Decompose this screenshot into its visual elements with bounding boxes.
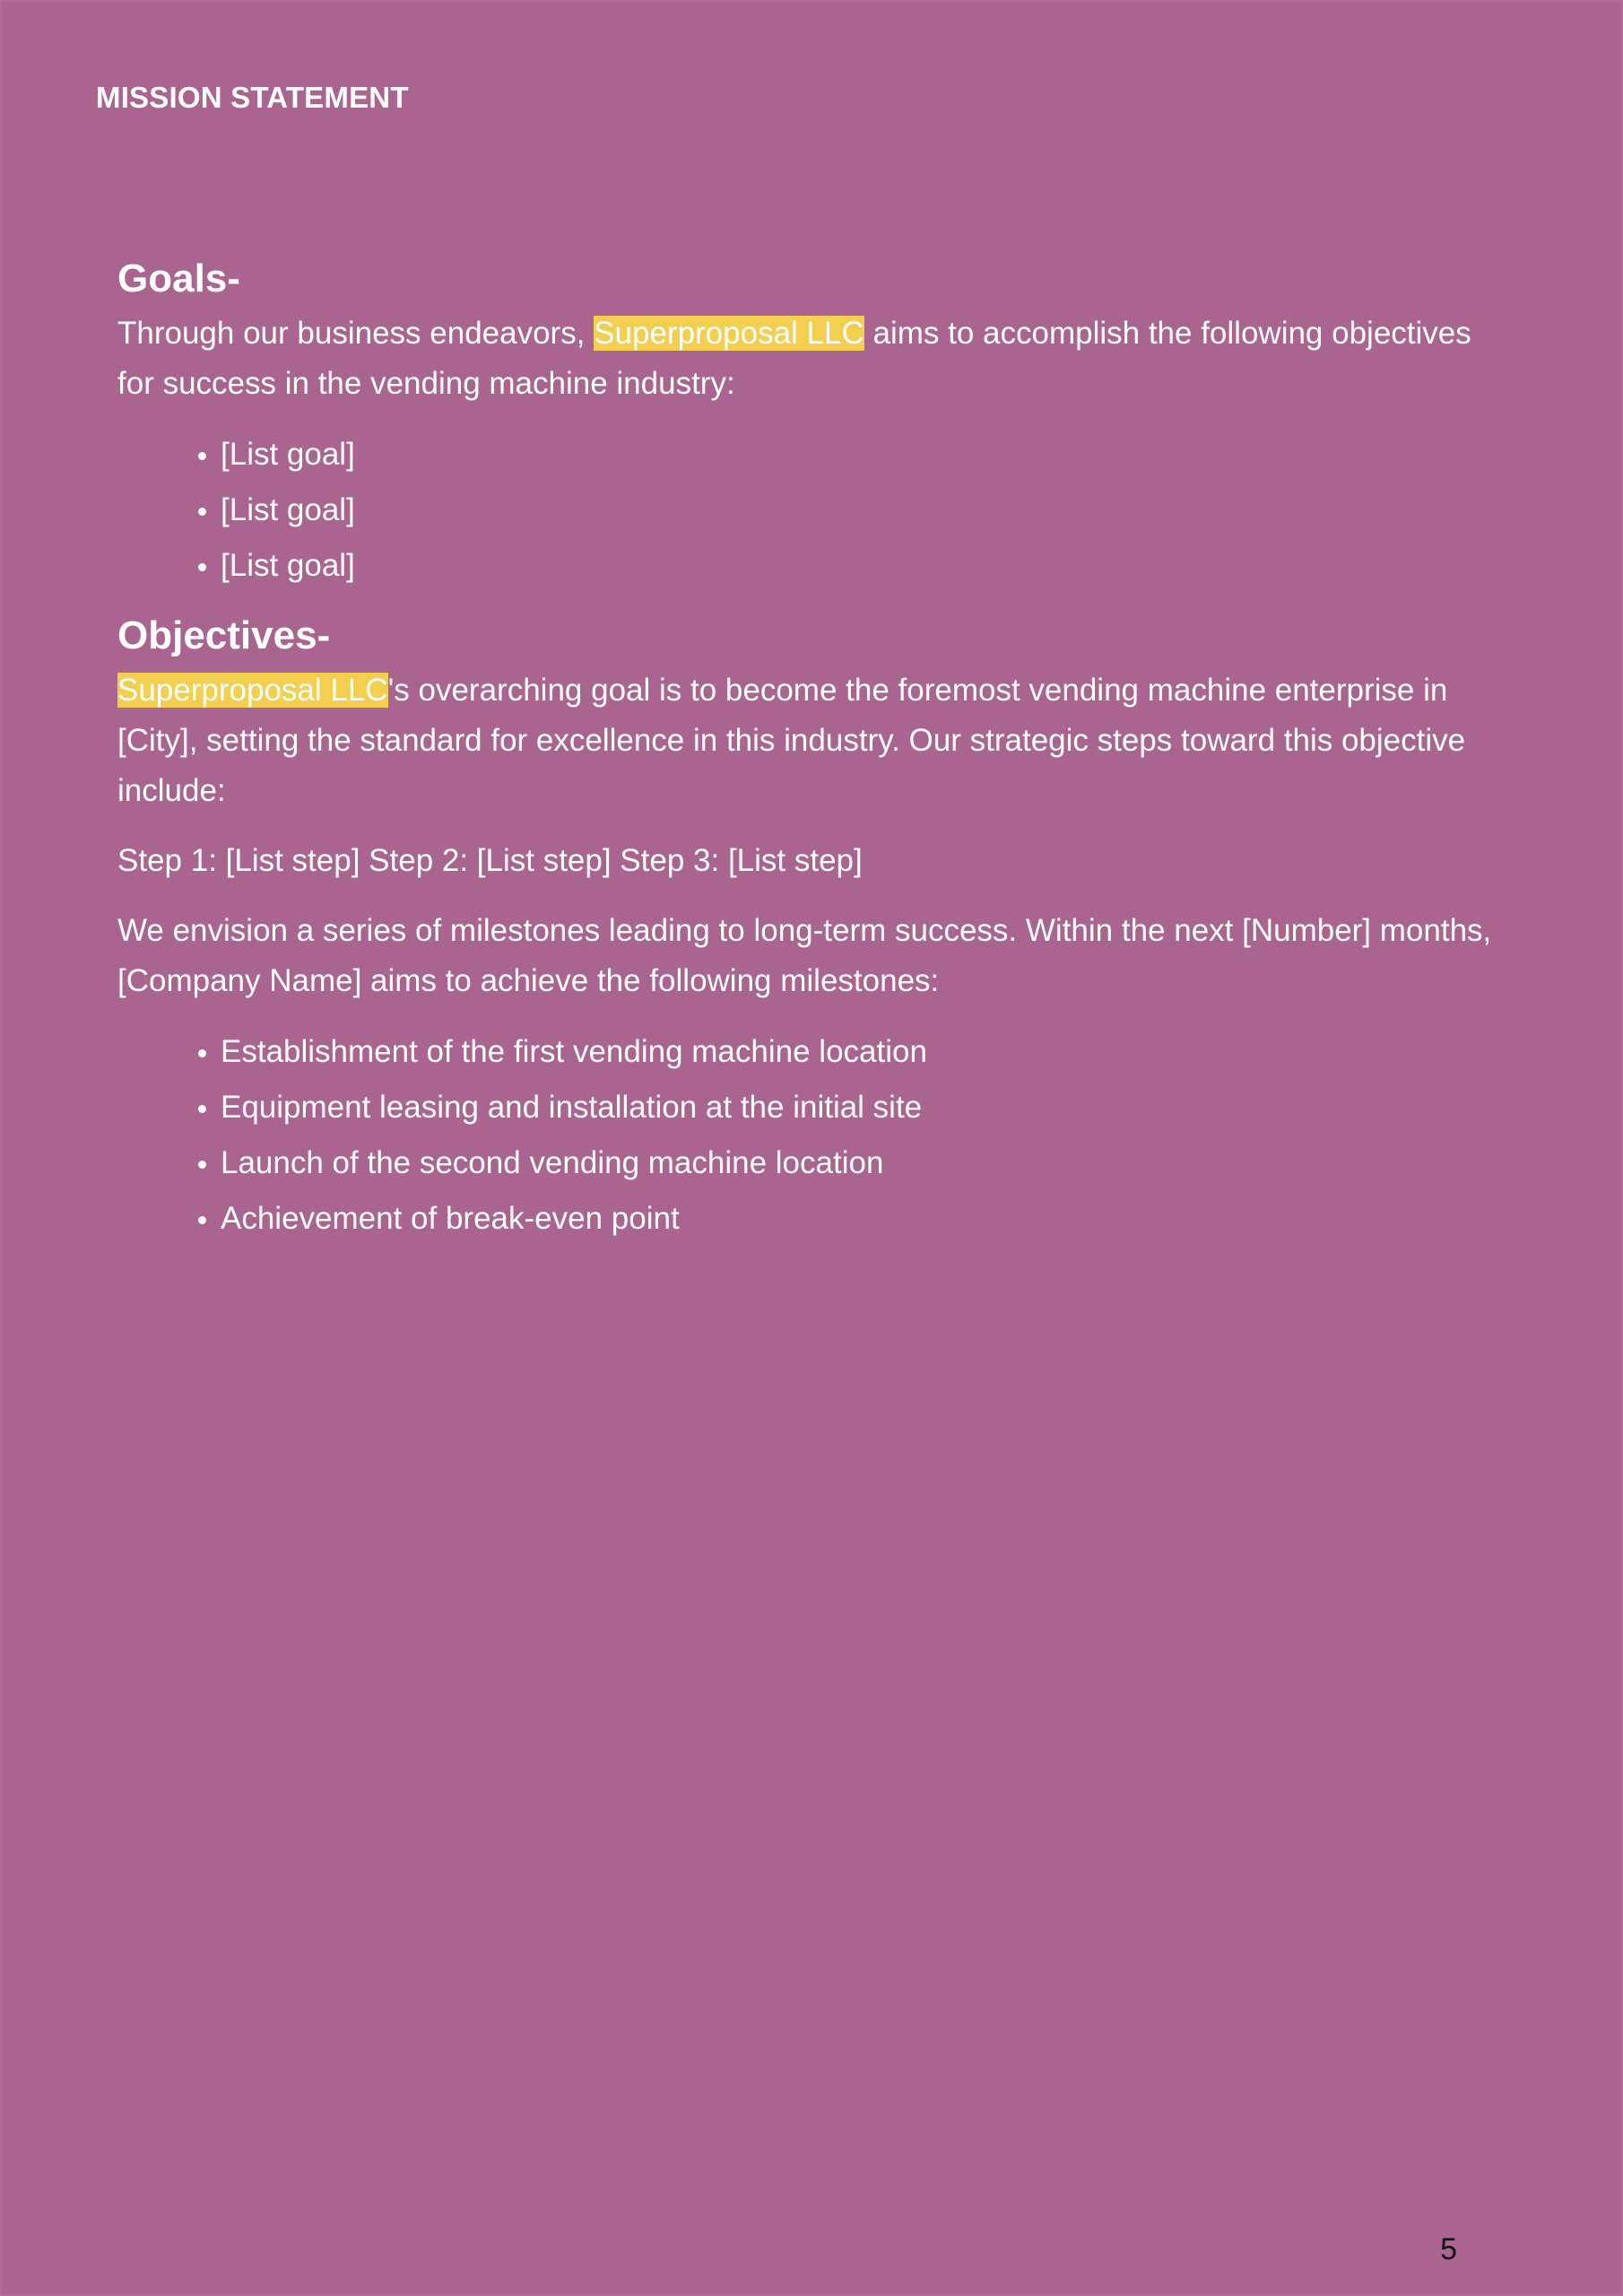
milestones-intro: We envision a series of milestones leading to long-term success. Within the next [Number] months, [Company Name] aims to achieve the following milestones: bbox=[117, 913, 1492, 998]
goals-section bbox=[117, 249, 1516, 594]
page-content bbox=[117, 249, 1516, 1247]
goals-list bbox=[117, 427, 1516, 594]
page-number: 5 bbox=[1440, 2232, 1457, 2266]
objectives-section bbox=[117, 606, 1516, 1247]
list-item: [List goal] bbox=[221, 427, 1516, 483]
list-item: [List goal] bbox=[221, 538, 1516, 594]
list-item: Launch of the second vending machine location bbox=[221, 1135, 1516, 1191]
list-item: Equipment leasing and installation at the initial site bbox=[221, 1080, 1516, 1135]
company-name-highlight: Superproposal LLC bbox=[594, 316, 864, 351]
strategic-steps: Step 1: [List step] Step 2: [List step] Step 3: [List step] bbox=[117, 843, 863, 878]
objectives-heading: Objectives- bbox=[117, 613, 331, 657]
milestones-list bbox=[117, 1024, 1516, 1247]
list-item: Achievement of break-even point bbox=[221, 1191, 1516, 1247]
goals-intro bbox=[117, 309, 1516, 409]
page-header-title: MISSION STATEMENT bbox=[96, 81, 409, 114]
goals-heading: Goals- bbox=[117, 257, 240, 300]
list-item: Establishment of the first vending machine location bbox=[221, 1024, 1516, 1080]
company-name-highlight: Superproposal LLC bbox=[117, 673, 388, 708]
list-item: [List goal] bbox=[221, 483, 1516, 538]
objectives-intro bbox=[117, 665, 1516, 816]
objectives-intro-after: 's overarching goal is to become the foremost vending machine enterprise in [City], setting the standard for excellence in this industry. Our strategic steps toward this objective include: bbox=[117, 673, 1466, 808]
goals-intro-before: Through our business endeavors, bbox=[117, 316, 586, 351]
goals-intro-after: aims to accomplish the following objectives for success in the vending machine industry: bbox=[117, 316, 1471, 401]
